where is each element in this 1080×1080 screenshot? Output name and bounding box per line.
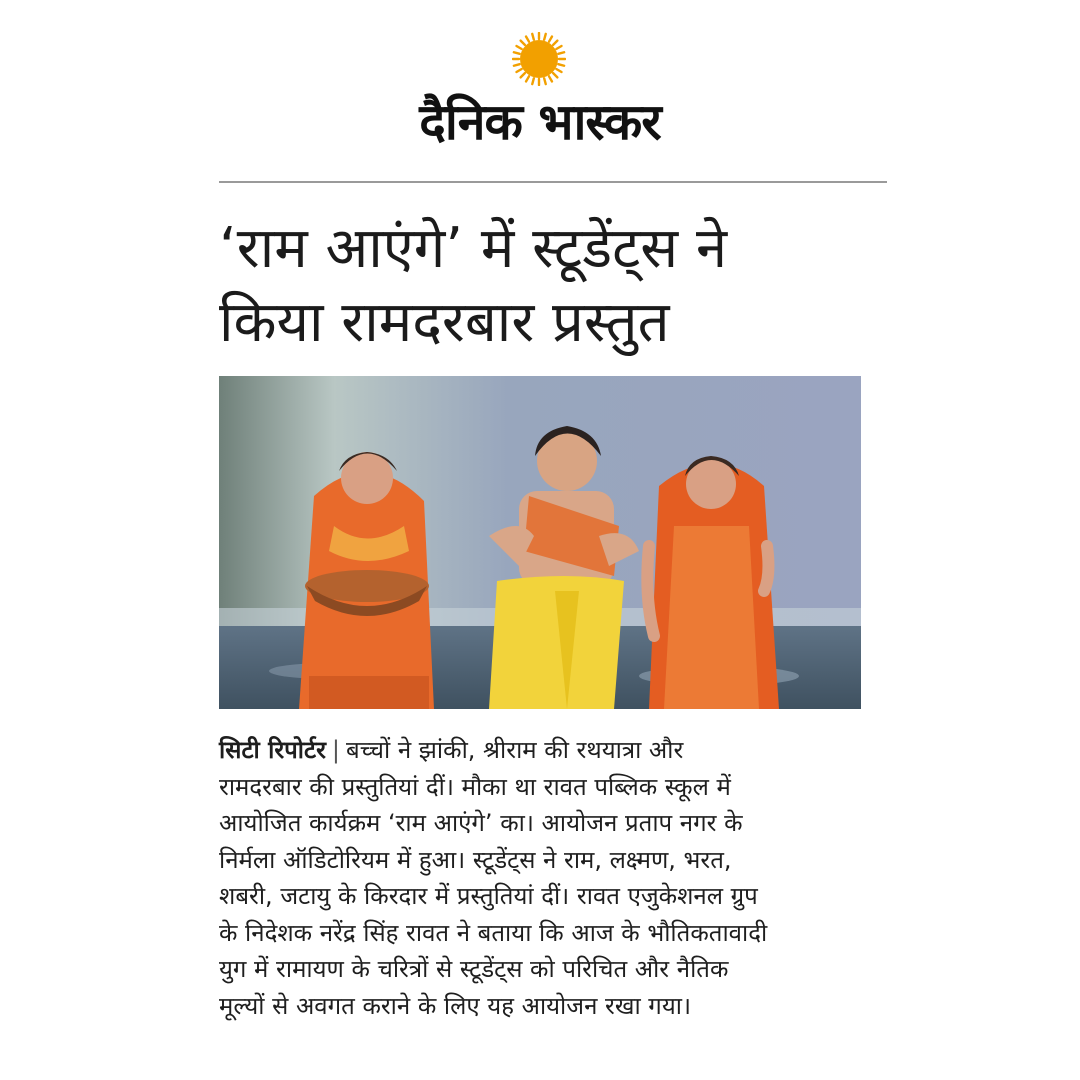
headline: [219, 212, 879, 360]
body-line-4: निर्मला ऑडिटोरियम में हुआ। स्टूडेंट्स ने राम, लक्ष्मण, भरत,: [219, 845, 732, 874]
brand-name: दैनिक भास्कर: [419, 93, 661, 151]
article-body: [219, 732, 871, 1024]
body-line-1: [219, 732, 871, 769]
body-line-8: मूल्यों से अवगत कराने के लिए यह आयोजन रखा गया।: [219, 991, 692, 1020]
sun-icon: [512, 32, 566, 86]
body-line-1-text: बच्चों ने झांकी, श्रीराम की रथयात्रा और: [346, 736, 684, 764]
body-line-3: आयोजित कार्यक्रम ‘राम आएंगे’ का। आयोजन प्रताप नगर के: [219, 809, 743, 837]
headline-line-2: किया रामदरबार प्रस्तुत: [219, 290, 670, 355]
headline-line-1: ‘राम आएंगे’ में स्टूडेंट्स ने: [219, 216, 728, 281]
child-right: [647, 456, 779, 709]
article-photo: [219, 376, 861, 709]
header-rule: [219, 181, 887, 183]
body-line-2: रामदरबार की प्रस्तुतियां दीं। मौका था रावत पब्लिक स्कूल में: [219, 772, 731, 801]
body-line-5: शबरी, जटायु के किरदार में प्रस्तुतियां दीं। रावत एजुकेशनल ग्रुप: [219, 882, 758, 910]
byline: सिटी रिपोर्टर: [219, 736, 326, 764]
byline-separator: |: [331, 736, 340, 764]
body-line-7: युग में रामायण के चरित्रों से स्टूडेंट्स को परिचित और नैतिक: [219, 955, 729, 983]
body-line-6: के निदेशक नरेंद्र सिंह रावत ने बताया कि आज के भौतिकतावादी: [219, 918, 768, 947]
stage-photo-illustration: [219, 376, 861, 709]
